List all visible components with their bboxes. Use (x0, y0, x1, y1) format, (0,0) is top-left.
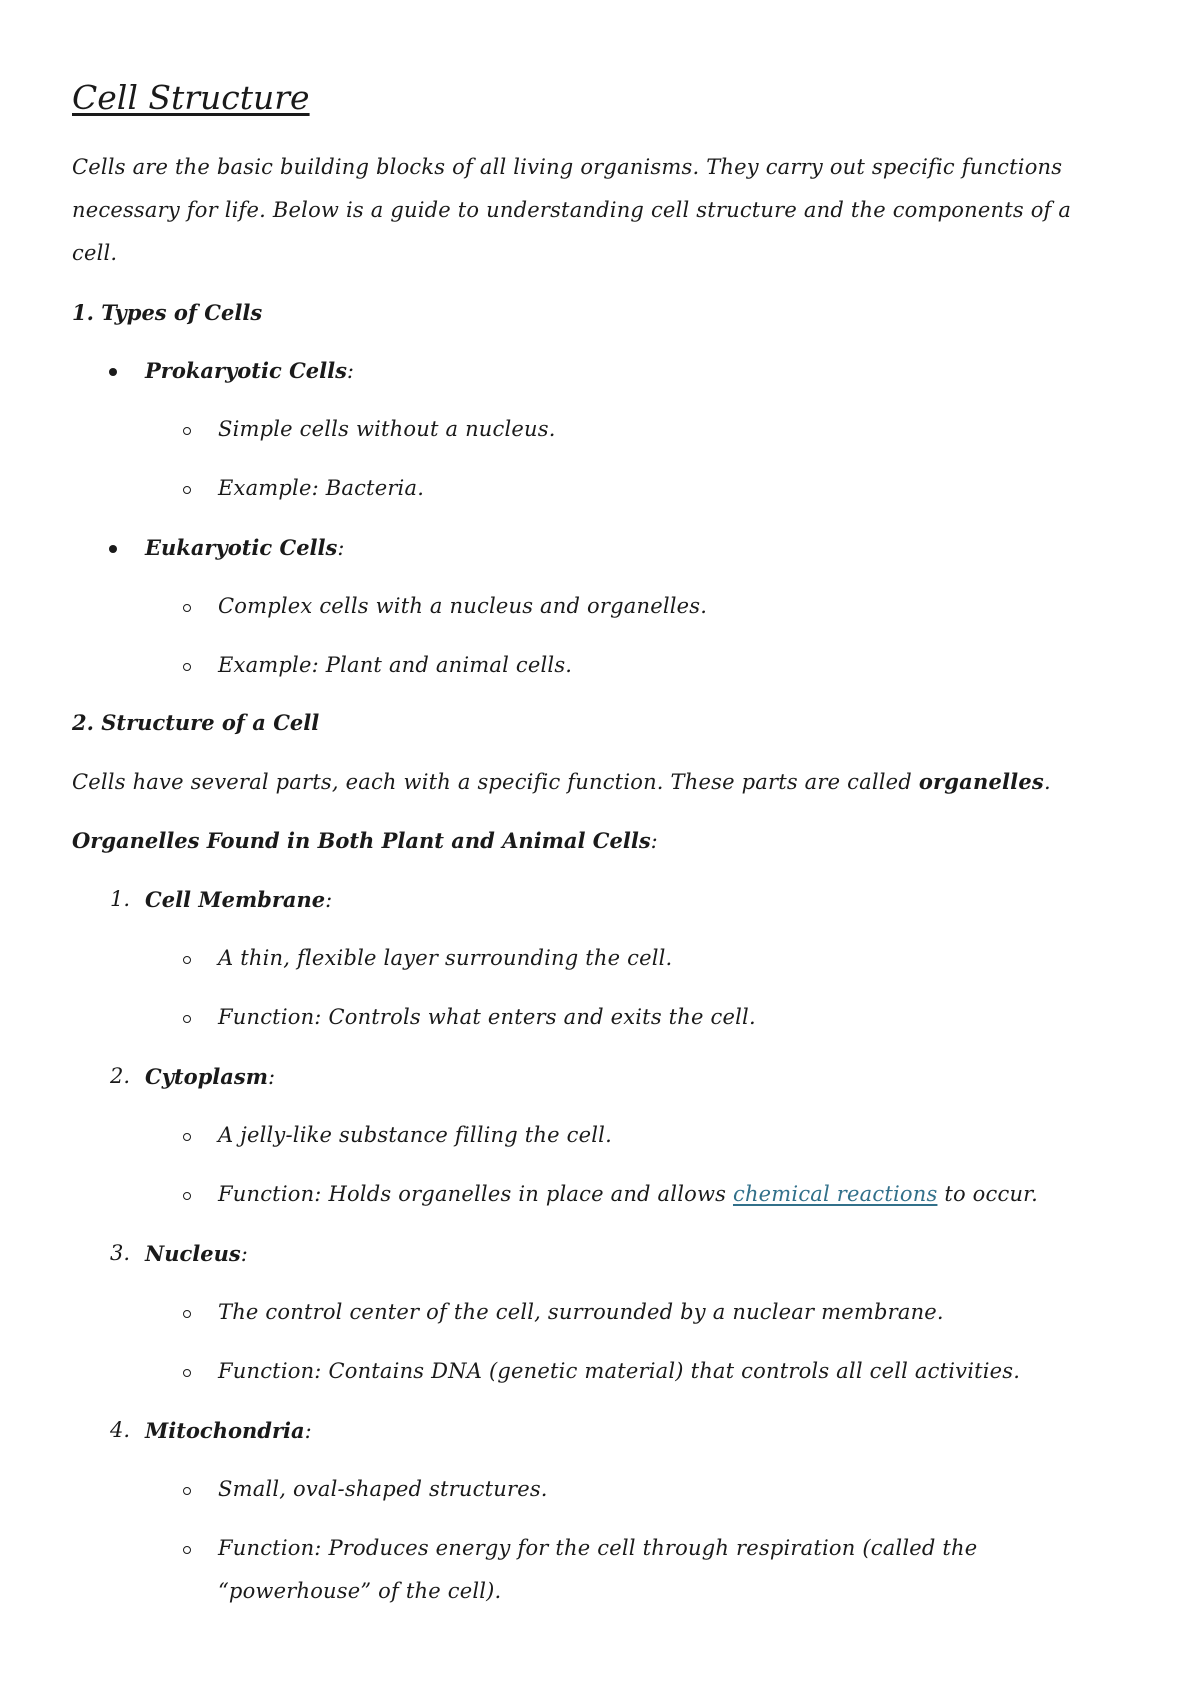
intro-line-2: necessary for life. Below is a guide to understanding cell structure and the components of a (72, 198, 1072, 222)
hollow-bullet-icon (183, 1369, 191, 1377)
sub-list-item (218, 1182, 1038, 1206)
list-item-colon: : (346, 359, 355, 383)
list-number: 4. (110, 1418, 131, 1442)
section-heading-structure-of-a-cell: 2. Structure of a Cell (72, 710, 320, 735)
hollow-bullet-icon (183, 427, 191, 435)
subheading-label: Organelles Found in Both Plant and Animal Cells (72, 828, 651, 853)
sub-list-item: A thin, flexible layer surrounding the cell. (218, 946, 673, 970)
sub-list-item-text: to occur. (937, 1182, 1038, 1206)
sub-list-item: Function: Contains DNA (genetic material) that controls all cell activities. (218, 1359, 1021, 1383)
description-keyword: organelles (918, 769, 1044, 794)
bullet-icon (109, 368, 117, 376)
hollow-bullet-icon (183, 956, 191, 964)
sub-list-item: A jelly-like substance filling the cell. (218, 1123, 612, 1147)
description-period: . (1043, 770, 1051, 794)
organelle-nucleus (145, 1241, 248, 1266)
hollow-bullet-icon (183, 1133, 191, 1141)
list-number: 3. (110, 1241, 131, 1265)
bullet-icon (109, 545, 117, 553)
list-item-label: Eukaryotic Cells (145, 535, 338, 560)
sub-list-item-text: Function: Holds organelles in place and allows (218, 1182, 733, 1206)
hollow-bullet-icon (183, 1015, 191, 1023)
intro-line-3: cell. (72, 241, 118, 265)
organelle-colon: : (240, 1242, 248, 1266)
hollow-bullet-icon (183, 1546, 191, 1554)
list-number: 2. (110, 1064, 131, 1088)
hollow-bullet-icon (183, 1310, 191, 1318)
page-title: Cell Structure (72, 78, 310, 117)
organelle-mitochondria (145, 1418, 312, 1443)
list-item-eukaryotic (145, 535, 345, 560)
hollow-bullet-icon (183, 663, 191, 671)
sub-list-item: Simple cells without a nucleus. (218, 417, 556, 441)
subheading-colon: : (650, 829, 658, 853)
sub-list-item: Example: Plant and animal cells. (218, 653, 573, 677)
organelle-colon: : (304, 1419, 312, 1443)
organelle-name: Cytoplasm (145, 1064, 268, 1089)
organelle-name: Nucleus (145, 1241, 241, 1266)
section-description (72, 769, 1051, 794)
organelle-name: Cell Membrane (145, 887, 326, 912)
sub-list-item: The control center of the cell, surrounded by a nuclear membrane. (218, 1300, 944, 1324)
list-number: 1. (110, 887, 131, 911)
hollow-bullet-icon (183, 604, 191, 612)
list-item-label: Prokaryotic Cells (145, 358, 347, 383)
organelle-colon: : (325, 888, 333, 912)
sub-list-item: Example: Bacteria. (218, 476, 425, 500)
intro-line-1: Cells are the basic building blocks of all living organisms. They carry out specific functions (72, 155, 1063, 179)
organelle-cell-membrane (145, 887, 332, 912)
sub-list-item: Small, oval-shaped structures. (218, 1477, 548, 1501)
list-item-prokaryotic (145, 358, 354, 383)
section-heading-types-of-cells: 1. Types of Cells (72, 300, 263, 325)
organelles-subheading (72, 828, 658, 853)
organelle-colon: : (267, 1065, 276, 1089)
hollow-bullet-icon (183, 1192, 191, 1200)
sub-list-item: Function: Controls what enters and exits the cell. (218, 1005, 756, 1029)
sub-list-item: Function: Produces energy for the cell through respiration (called the (218, 1536, 978, 1560)
organelle-name: Mitochondria (145, 1418, 305, 1443)
chemical-reactions-link[interactable]: chemical reactions (732, 1182, 938, 1206)
hollow-bullet-icon (183, 1487, 191, 1495)
hollow-bullet-icon (183, 486, 191, 494)
sub-list-item-continuation: “powerhouse” of the cell). (218, 1579, 502, 1603)
sub-list-item: Complex cells with a nucleus and organelles. (218, 594, 708, 618)
organelle-cytoplasm (145, 1064, 275, 1089)
list-item-colon: : (337, 536, 345, 560)
description-text: Cells have several parts, each with a specific function. These parts are called (72, 770, 919, 794)
